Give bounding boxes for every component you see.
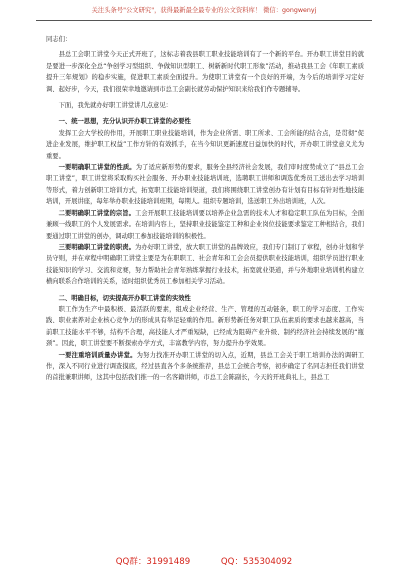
item-text: 工会开展职工技能培训要以培养企业急需的技术人才和稳定职工队伍为目标，全面兼顾一线职工的个人发展需求。在培训内容上，坚持职业技能鉴定工种和企业岗位技能要求鉴定工种相结合，我们要通过职工讲堂的创办，调动职工参加技能培训的积极性。 xyxy=(46,209,365,240)
section-1-intro: 发挥工会大学校的作用，开展职工职业技能培训，作为企业所需、职工所求、工会所能的结合点，是贯彻“促进企业发展，维护职工权益”工作方针的有效抓手，在当今知识更新速度日益加快的时代，开办职工讲堂意义尤为重要。 xyxy=(46,129,364,160)
section-1-item-1 xyxy=(46,162,364,208)
section-2-item-1 xyxy=(46,350,364,384)
item-lead: 一要明确职工讲堂的性质。 xyxy=(58,164,136,172)
item-lead: 一要注重培训质量办讲堂。 xyxy=(58,351,137,359)
top-banner: 关注头条号"公文研究"，获得最新最全最专业的公文资料库！ 微信：gongwenyj xyxy=(91,7,317,14)
section-heading-1: 一、统一思想，充分认识开办职工讲堂的必要性 xyxy=(58,118,191,126)
footer-qq-group: QQ群：31991489 xyxy=(115,557,191,567)
section-1-item-3 xyxy=(46,242,364,288)
footer-qq: QQ：535304092 xyxy=(220,557,293,567)
item-text: 为努力找准开办职工讲堂的切入点，近期，县总工会关于职工培训办法的调研工作，深入不同行业进行调查摸底，经过县直各个多条统推荐，县总工会统合考察，初步确定了名同志担任我们讲堂的首批兼职讲师，这其中包括我们推一的一名客籍讲师，市总工会陈副长，今天的开班典礼上，县总工 xyxy=(46,351,365,382)
salutation: 同志们： xyxy=(46,36,72,43)
item-lead: 三要明确职工讲堂的职责。 xyxy=(58,243,135,251)
section-2-intro: 职工作为生产中最积极、最活跃的要素，组成企业经营、生产、管理的互动链条，职工的学习态度、工作实践、职业素养对企业核心竞争力的形成具有举足轻重的作用。新形势新任务对职工队伍素质的要求也越来越高，当前职工技能水平不够，结构不合理，高技能人才严重短缺，已经成为阻碍产业升级、制约经济社会持续发展的“瓶颈”。因此，职工讲堂要不断探索办学方式，丰富教学内容，努力提升办学效果。 xyxy=(46,305,364,348)
footer-contact xyxy=(0,556,408,568)
banner-divider xyxy=(36,20,372,21)
section-heading-2: 二、明确目标，切实提高开办职工讲堂的实效性 xyxy=(58,294,191,302)
item-lead: 二要明确职工讲堂的宗旨。 xyxy=(58,209,135,217)
item-text: 为了适应新形势的要求，服务全县经济社会发展，我们审时度势成立了“县总工会职工讲堂”，职工讲堂将采取购买社会服务、开办职业技能培训班，选聘职工讲师和调选优秀员工送出去学习培训等形式，着力创新职工培训方式，拓宽职工技能培训渠道，我们将围绕职工讲堂创办有计划有目标有针对性地技能培训，开展讲座，每年举办职业技能培训班期，每期人。组织专题培训，选送职工外出培训班，人次。 xyxy=(46,164,365,206)
paragraph-opening: 县总工会职工讲堂今天正式开班了，这标志着我县职工职业技能培训有了一个新的平台。开办职工讲堂目的就是要进一步深化全总“争创学习型组织、争做知识型职工、树新新时代职工形象”活动，推动我县工会《年职工素质提升三年规划》的稳步实施，促进职工素质全面提升。为使职工讲堂有一个良好的开端，为今后的培训学习定好调、起好步，今天，我们很荣幸地邀请到市总工会副长就劳动保护知识来给我们作专题辅导。 xyxy=(46,51,364,93)
item-text: 为办好职工讲堂，放大职工讲堂的品牌效应，我们专门制订了章程，创办计划和学员守则，并在章程中明确职工讲堂主要是为在职职工、社会青年和工会会员提供职业技能培训，组织学员进行职业技能知识的学习、交流和竞赛，努力帮助社会青年熟练掌握行业技术，拓宽就业渠道，并与外地职业培训机构建立横向联系合作培训的关系，适时组织优秀员工参加相关学习活动。 xyxy=(46,243,365,286)
document-body xyxy=(46,34,364,384)
section-1-item-2 xyxy=(46,208,364,242)
paragraph-transition: 下面，我先就办好职工讲堂讲几点意见： xyxy=(58,102,172,110)
